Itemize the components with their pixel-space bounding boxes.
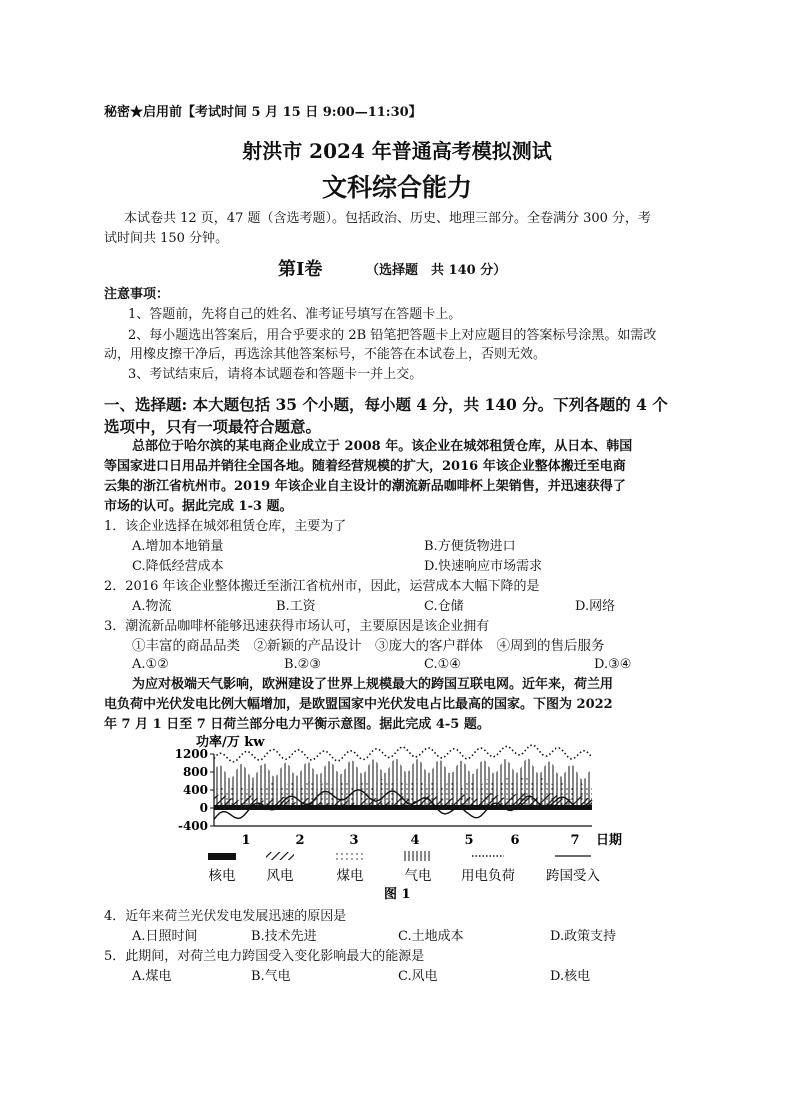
q3-stem: 3．潮流新品咖啡杯能够迅速获得市场认可，主要原因是该企业拥有	[104, 619, 490, 634]
q4-option-a: A.日照时间	[132, 929, 198, 944]
legend-import-label: 跨国受入	[546, 868, 600, 884]
q4-option-c: C.土地成本	[398, 929, 464, 944]
q5-option-b: B.气电	[251, 969, 291, 984]
section-heading-line-1: 一、选择题: 本大题包括 35 个小题，每小题 4 分，共 140 分。下列各题的 4 个	[104, 395, 668, 414]
exam-time-line: 秘密★启用前【考试时间 5 月 15 日 9:00—11:30】	[104, 105, 422, 120]
y-tick-label: 400	[182, 783, 208, 797]
q5-option-a: A.煤电	[132, 969, 172, 984]
notice-item-1: 1、答题前，先将自己的姓名、准考证号填写在答题卡上。	[128, 307, 462, 322]
legend-nuclear-swatch	[208, 853, 236, 860]
y-tick-label: -400	[177, 819, 208, 833]
legend-gas-swatch	[404, 851, 432, 861]
x-tick-label: 7	[570, 833, 580, 848]
q3-items: ①丰富的商品品类 ②新颖的产品设计 ③庞大的客户群体 ④周到的售后服务	[132, 638, 605, 654]
q3-option-c: C.①④	[424, 657, 461, 672]
intro-line-1: 本试卷共 12 页，47 题（含选考题）。包括政治、历史、地理三部分。全卷满分 300 分，考	[124, 211, 652, 226]
q4-stem: 4．近年来荷兰光伏发电发展迅速的原因是	[104, 909, 347, 924]
x-tick-label: 1	[241, 833, 251, 848]
legend-load-label: 用电负荷	[461, 868, 515, 884]
series-load-line	[214, 745, 592, 762]
q2-option-c: C.仓储	[424, 599, 464, 614]
q1-stem: 1．该企业选择在城郊租赁仓库，主要为了	[104, 519, 347, 534]
q3-option-d: D.③④	[594, 657, 632, 672]
q3-option-b: B.②③	[284, 657, 321, 672]
q1-option-b: B.方便货物进口	[424, 539, 516, 554]
notice-item-3: 3、考试结束后，请将本试题卷和答题卡一并上交。	[128, 367, 423, 382]
q2-option-a: A.物流	[132, 599, 172, 614]
section-heading-line-2: 选项中，只有一项最符合题意。	[104, 417, 322, 436]
passage1-line-4: 市场的认可。据此完成 1-3 题。	[104, 499, 293, 514]
passage1-line-1: 总部位于哈尔滨的某电商企业成立于 2008 年。该企业在城郊租赁仓库，从日本、韩国	[132, 439, 633, 454]
x-tick-label: 2	[295, 833, 305, 848]
q5-stem: 5．此期间，对荷兰电力跨国受入变化影响最大的能源是	[104, 949, 425, 964]
intro-line-2: 试时间共 150 分钟。	[104, 231, 229, 246]
legend-nuclear-label: 核电	[208, 868, 236, 884]
passage2-line-2: 电负荷中光伏发电比例大幅增加，是欧盟国家中光伏发电占比最高的国家。下图为 2022	[104, 697, 613, 712]
legend-coal-label: 煤电	[336, 868, 364, 884]
legend-coal-swatch	[336, 852, 364, 860]
q1-option-a: A.增加本地销量	[132, 539, 224, 554]
legend-wind-swatch	[266, 852, 294, 860]
x-tick-label: 3	[349, 833, 359, 848]
notice-heading: 注意事项：	[104, 287, 170, 302]
passage1-line-2: 等国家进口日用品并销往全国各地。随着经营规模的扩大，2016 年该企业整体搬迁至电商	[104, 459, 626, 474]
legend-gas-label: 气电	[404, 868, 432, 884]
part-desc: （选择题 共 140 分）	[366, 263, 507, 278]
q4-option-d: D.政策支持	[550, 929, 617, 944]
y-tick-label: 1200	[174, 747, 208, 761]
q5-option-c: C.风电	[398, 969, 438, 984]
passage2-line-1: 为应对极端天气影响，欧洲建设了世界上规模最大的跨国互联电网。近年来，荷兰用	[132, 677, 614, 692]
subject-title: 文科综合能力	[321, 173, 472, 202]
y-tick-label: 0	[199, 801, 208, 815]
q2-stem: 2．2016 年该企业整体搬迁至浙江省杭州市，因此，运营成本大幅下降的是	[104, 579, 540, 594]
x-tick-label: 4	[410, 833, 420, 848]
x-axis-label: 日期	[596, 833, 623, 848]
q2-option-b: B.工资	[276, 599, 316, 614]
y-tick-label: 800	[182, 765, 208, 779]
notice-item-2-cont: 动，用橡皮擦干净后，再选涂其他答案标号，不能答在本试卷上，否则无效。	[104, 347, 547, 362]
passage1-line-3: 云集的浙江省杭州市。2019 年该企业自主设计的潮流新品咖啡杯上架销售，并迅速获得了	[104, 479, 626, 494]
q3-option-a: A.①②	[132, 657, 169, 672]
x-tick-label: 6	[510, 833, 520, 848]
part-title: 第Ⅰ卷	[278, 259, 323, 280]
q1-option-d: D.快速响应市场需求	[424, 559, 543, 574]
q2-option-d: D.网络	[575, 599, 616, 614]
x-tick-label: 5	[464, 833, 474, 848]
figure-caption: 图 1	[384, 887, 411, 902]
q1-option-c: C.降低经营成本	[132, 559, 224, 574]
q5-option-d: D.核电	[550, 969, 591, 984]
notice-item-2: 2、每小题选出答案后，用合乎要求的 2B 铅笔把答题卡上对应题目的答案标号涂黑。如需改	[128, 328, 657, 343]
legend-wind-label: 风电	[266, 868, 294, 884]
passage2-line-3: 年 7 月 1 日至 7 日荷兰部分电力平衡示意图。据此完成 4-5 题。	[104, 717, 490, 732]
q4-option-b: B.技术先进	[251, 929, 317, 944]
exam-title: 射洪市 2024 年普通高考模拟测试	[242, 139, 552, 163]
power-balance-chart	[0, 732, 794, 902]
y-axis-label: 功率/万 kw	[196, 735, 265, 750]
